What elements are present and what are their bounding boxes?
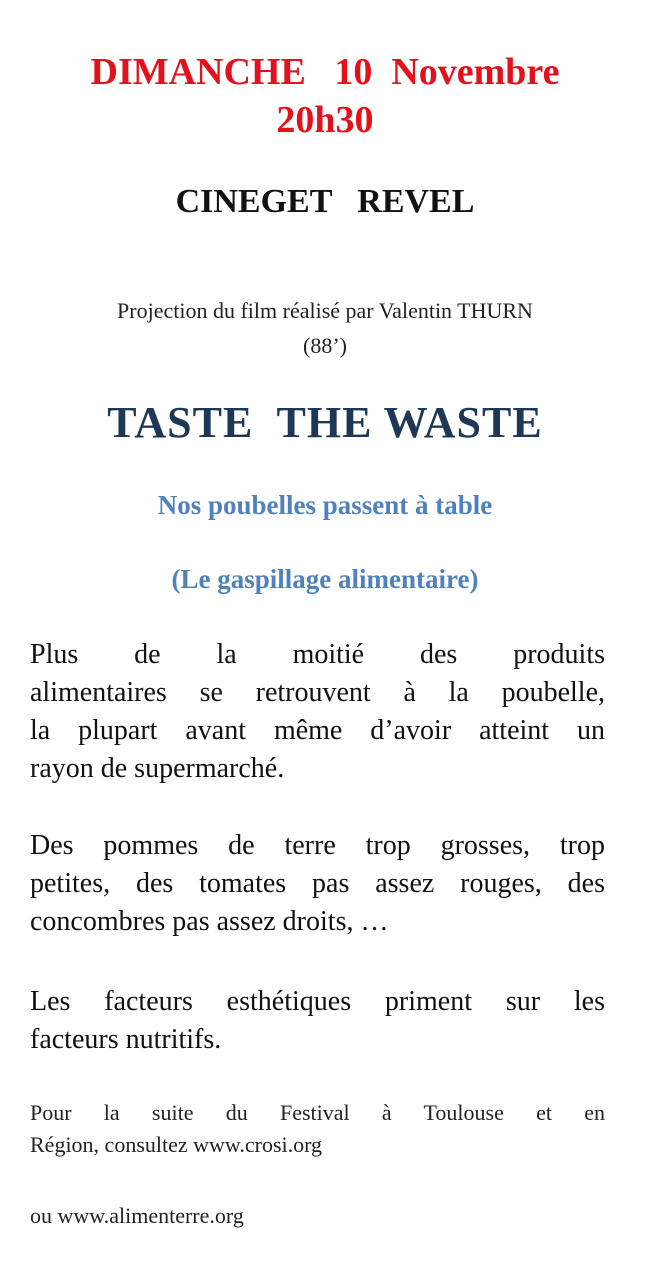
paragraph-line: rayon de supermarché. — [30, 753, 285, 784]
event-date: DIMANCHE 10 Novembre — [90, 51, 560, 93]
paragraph-2 — [30, 827, 605, 941]
film-subtitle-2: (Le gaspillage alimentaire) — [171, 564, 479, 594]
paragraph-line: la plupart avant même d’avoir atteint un — [30, 715, 605, 746]
paragraph-line: Des pommes de terre trop grosses, trop — [30, 830, 605, 861]
paragraph-line: petites, des tomates pas assez rouges, des — [30, 868, 605, 899]
film-duration: (88’) — [303, 333, 347, 358]
paragraph-line: Plus de la moitié des produits — [30, 639, 605, 670]
footer-info — [30, 1097, 605, 1161]
paragraph-1 — [30, 636, 605, 788]
paragraph-line: alimentaires se retrouvent à la poubelle, — [30, 677, 605, 708]
film-title: TASTE THE WASTE — [107, 398, 543, 447]
paragraph-line: facteurs nutritifs. — [30, 1024, 222, 1055]
paragraph-3 — [30, 983, 605, 1059]
film-subtitle: Nos poubelles passent à table — [157, 490, 493, 520]
event-time: 20h30 — [276, 99, 374, 141]
paragraph-line: concombres pas assez droits, … — [30, 906, 389, 937]
footer-line: Pour la suite du Festival à Toulouse et en — [30, 1100, 605, 1125]
footer-link-line: ou www.alimenterre.org — [30, 1203, 244, 1228]
venue-name: CINEGET REVEL — [175, 183, 475, 220]
paragraph-line: Les facteurs esthétiques priment sur les — [30, 986, 605, 1017]
footer-line: Région, consultez www.crosi.org — [30, 1132, 323, 1157]
film-intro: Projection du film réalisé par Valentin THURN — [117, 298, 533, 323]
